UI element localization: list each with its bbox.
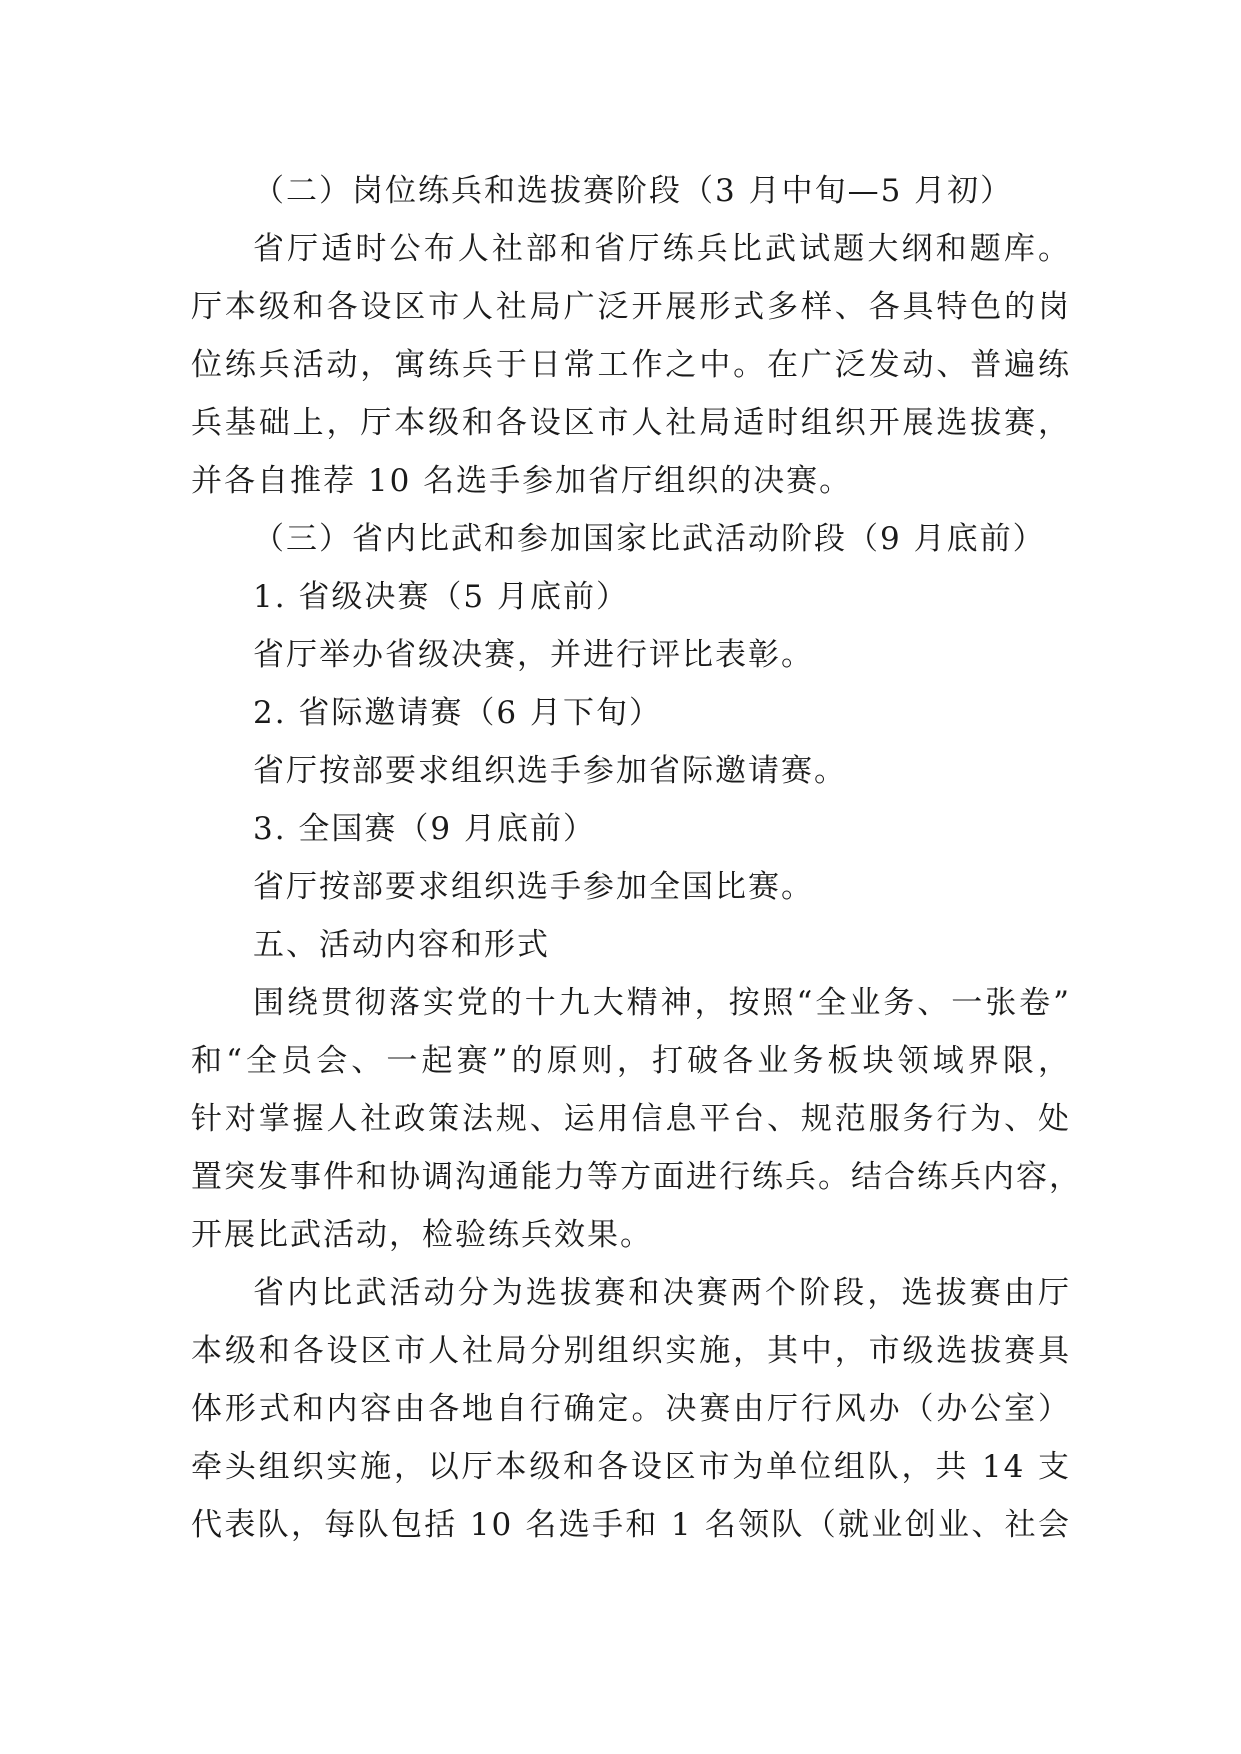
paragraph-line: 置突发事件和协调沟通能力等方面进行练兵。结合练兵内容，	[191, 1159, 1082, 1195]
paragraph-line: 代表队，每队包括 10 名选手和 1 名领队（就业创业、社会	[191, 1507, 1071, 1543]
paragraph-line: 牵头组织实施，以厅本级和各设区市为单位组队，共 14 支	[191, 1449, 1071, 1485]
paragraph-line: 围绕贯彻落实党的十九大精神，按照“全业务、一张卷”	[253, 985, 1071, 1021]
paragraph-line: 体形式和内容由各地自行确定。决赛由厅行风办（办公室）	[191, 1391, 1071, 1427]
paragraph-line: 厅本级和各设区市人社局广泛开展形式多样、各具特色的岗	[191, 289, 1071, 325]
subheading-provincial-final: 1. 省级决赛（5 月底前）	[253, 579, 630, 615]
section-heading-five: 五、活动内容和形式	[253, 927, 550, 963]
paragraph-line: 位练兵活动，寓练兵于日常工作之中。在广泛发动、普遍练	[191, 347, 1071, 383]
paragraph-line: 并各自推荐 10 名选手参加省厅组织的决赛。	[191, 463, 853, 499]
paragraph-line: 开展比武活动，检验练兵效果。	[191, 1217, 653, 1253]
paragraph-line: 本级和各设区市人社局分别组织实施，其中，市级选拔赛具	[191, 1333, 1071, 1369]
paragraph-line: 兵基础上，厅本级和各设区市人社局适时组织开展选拔赛，	[191, 405, 1071, 441]
subheading-national: 3. 全国赛（9 月底前）	[253, 811, 597, 847]
paragraph-line: 省厅按部要求组织选手参加省际邀请赛。	[253, 753, 847, 789]
paragraph-line: 省厅适时公布人社部和省厅练兵比武试题大纲和题库。	[253, 231, 1071, 267]
paragraph-line: 省厅按部要求组织选手参加全国比赛。	[253, 869, 814, 905]
paragraph-line: 省厅举办省级决赛，并进行评比表彰。	[253, 637, 814, 673]
subheading-interprovincial: 2. 省际邀请赛（6 月下旬）	[253, 695, 663, 731]
paragraph-line: 省内比武活动分为选拔赛和决赛两个阶段，选拔赛由厅	[253, 1275, 1071, 1311]
section-heading-three: （三）省内比武和参加国家比武活动阶段（9 月底前）	[253, 521, 1046, 557]
section-heading-two: （二）岗位练兵和选拔赛阶段（3 月中旬—5 月初）	[253, 173, 1014, 209]
paragraph-line: 和“全员会、一起赛”的原则，打破各业务板块领域界限，	[191, 1043, 1071, 1079]
paragraph-line: 针对掌握人社政策法规、运用信息平台、规范服务行为、处	[191, 1101, 1071, 1137]
